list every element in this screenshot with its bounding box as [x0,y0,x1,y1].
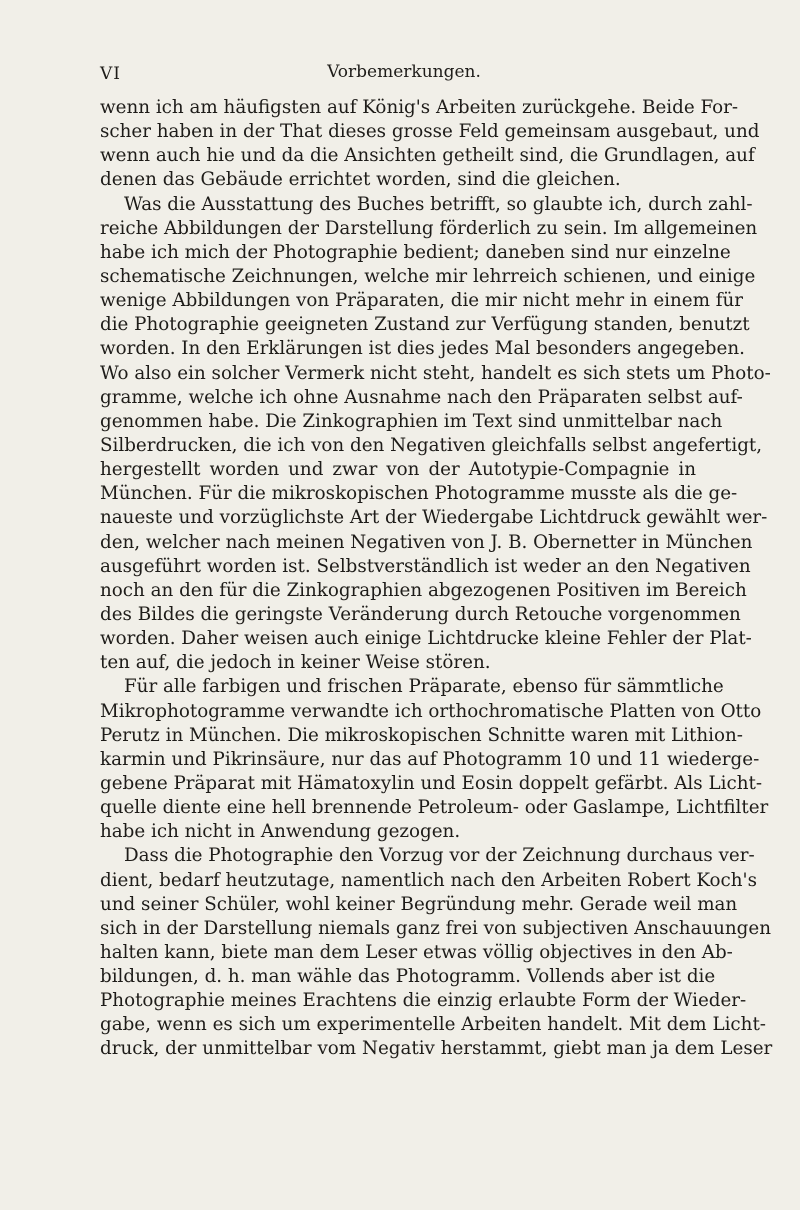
text-line: karmin und Pikrinsäure, nur das auf Photogramm 10 und 11 wiederge- [100,748,760,770]
text-line: gebene Präparat mit Hämatoxylin und Eosin doppelt gefärbt. Als Licht- [100,772,762,794]
text-line: reiche Abbildungen der Darstellung förderlich zu sein. Im allgemeinen [100,217,758,239]
text-line: gabe, wenn es sich um experimentelle Arbeiten handelt. Mit dem Licht- [100,1014,766,1036]
page-header [100,48,696,84]
text-line: quelle diente eine hell brennende Petroleum- oder Gaslampe, Lichtfilter [100,797,769,819]
text-line: und seiner Schüler, wohl keiner Begründung mehr. Gerade weil man [100,893,738,915]
text-line: sich in der Darstellung niemals ganz frei von subjectiven Anschauungen [100,917,771,939]
text-line: halten kann, biete man dem Leser etwas völlig objectives in den Ab- [100,941,733,963]
text-line: habe ich mich der Photographie bedient; daneben sind nur einzelne [100,241,731,263]
text-line: gramme, welche ich ohne Ausnahme nach den Präparaten selbst auf- [100,386,743,408]
text-line: bildungen, d. h. man wähle das Photogramm. Vollends aber ist die [100,966,716,988]
text-line: druck, der unmittelbar vom Negativ herstammt, giebt man ja dem Leser [100,1038,773,1060]
text-line: denen das Gebäude errichtet worden, sind die gleichen. [100,169,621,191]
text-line: ausgeführt worden ist. Selbstverständlich ist weder an den Negativen [100,555,751,577]
text-line: wenige Abbildungen von Präparaten, die mir nicht mehr in einem für [100,290,744,312]
text-line: Für alle farbigen und frischen Präparate, ebenso für sämmtliche [124,676,724,698]
text-line: Silberdrucken, die ich von den Negativen gleichfalls selbst angefertigt, [100,434,763,456]
paragraph [100,193,771,676]
text-line: ten auf, die jedoch in keiner Weise stören. [100,652,491,674]
body-text [100,96,773,1062]
text-line: Was die Ausstattung des Buches betrifft, so glaubte ich, durch zahl- [124,193,753,215]
text-line: noch an den für die Zinkographien abgezogenen Positiven im Bereich [100,579,747,601]
text-line: schematische Zeichnungen, welche mir lehrreich schienen, und einige [100,265,756,287]
paragraph [100,675,769,844]
text-line: naueste und vorzüglichste Art der Wiedergabe Lichtdruck gewählt wer- [100,507,768,529]
text-line: wenn auch hie und da die Ansichten getheilt sind, die Grundlagen, auf [100,145,755,167]
text-line: hergestellt worden und zwar von der Autotypie-Compagnie in [100,459,696,481]
text-line: dient, bedarf heutzutage, namentlich nach den Arbeiten Robert Koch's [100,869,757,891]
text-line: worden. In den Erklärungen ist dies jedes Mal besonders angegeben. [100,338,745,360]
text-line: Mikrophotogramme verwandte ich orthochromatische Platten von Otto [100,700,762,722]
text-line: habe ich nicht in Anwendung gezogen. [100,821,461,843]
text-line: genommen habe. Die Zinkographien im Text sind unmittelbar nach [100,410,723,432]
text-line: Wo also ein solcher Vermerk nicht steht, handelt es sich stets um Photo- [100,362,771,384]
text-line: den, welcher nach meinen Negativen von J. B. Obernetter in München [100,531,753,553]
text-line: scher haben in der That dieses grosse Feld gemeinsam ausgebaut, und [100,121,760,143]
text-line: worden. Daher weisen auch einige Lichtdrucke kleine Fehler der Plat- [100,628,752,650]
page-number: VI [100,64,121,84]
paragraph [100,96,760,193]
text-line: Dass die Photographie den Vorzug vor der Zeichnung durchaus ver- [124,845,755,867]
paragraph [100,844,773,1061]
text-line: Photographie meines Erachtens die einzig erlaubte Form der Wieder- [100,990,747,1012]
text-line: wenn ich am häufigsten auf König's Arbeiten zurückgehe. Beide For- [100,97,739,118]
running-head: Vorbemerkungen. [327,62,481,82]
text-line: die Photographie geeigneten Zustand zur Verfügung standen, benutzt [100,314,750,336]
text-line: Perutz in München. Die mikroskopischen Schnitte waren mit Lithion- [100,724,743,746]
text-line: München. Für die mikroskopischen Photogramme musste als die ge- [100,483,738,505]
text-line: des Bildes die geringste Veränderung durch Retouche vorgenommen [100,603,741,625]
